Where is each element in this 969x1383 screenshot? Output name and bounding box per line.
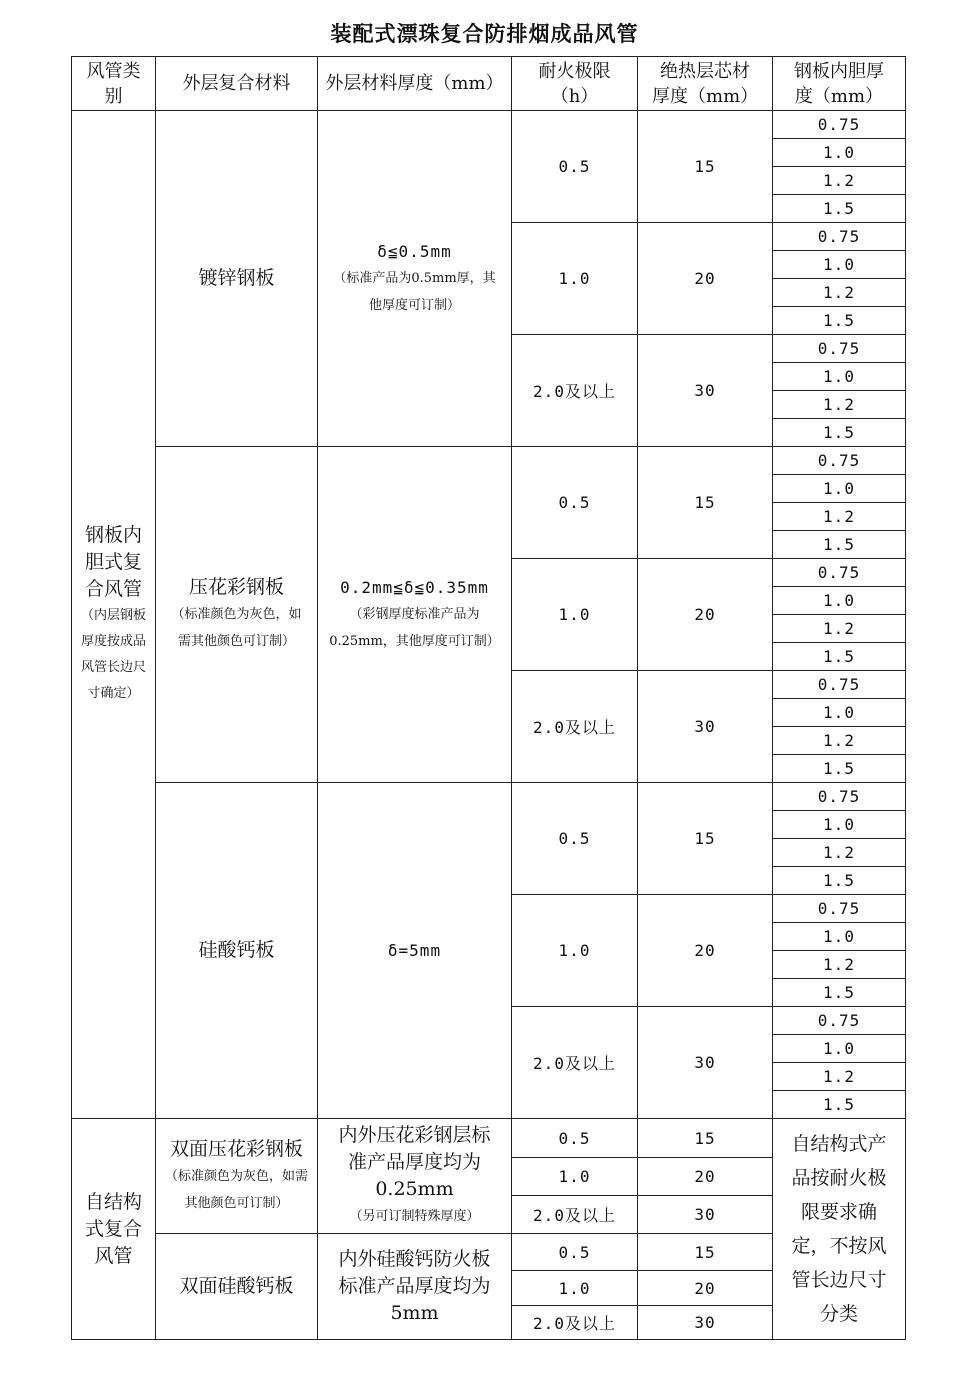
fire-limit-cell: 2.0及以上 xyxy=(512,1306,638,1340)
liner-value: 0.75 xyxy=(773,447,905,475)
liner-cell xyxy=(773,335,906,447)
liner-value: 1.0 xyxy=(773,699,905,727)
liner-value: 0.75 xyxy=(773,559,905,587)
table-row xyxy=(72,1119,906,1158)
core-thickness-cell: 30 xyxy=(638,1007,773,1119)
liner-value: 1.0 xyxy=(773,587,905,615)
thickness-cell xyxy=(318,111,512,447)
fire-limit-cell: 0.5 xyxy=(512,783,638,895)
thickness-cell xyxy=(318,783,512,1119)
header-material: 外层复合材料 xyxy=(156,57,318,111)
header-category: 风管类别 xyxy=(72,57,156,111)
liner-value: 0.75 xyxy=(773,671,905,699)
liner-list xyxy=(773,111,905,222)
thickness-note: （另可订制特殊厚度） xyxy=(349,1209,480,1224)
core-thickness-cell: 30 xyxy=(638,1306,773,1340)
thickness-cell xyxy=(318,447,512,783)
liner-value: 0.75 xyxy=(773,223,905,251)
liner-value: 1.5 xyxy=(823,311,855,330)
table-row xyxy=(72,783,906,895)
liner-value: 1.2 xyxy=(773,391,905,419)
liner-value: 1.0 xyxy=(773,251,905,279)
liner-value: 1.0 xyxy=(773,811,905,839)
core-thickness-cell: 20 xyxy=(638,1271,773,1306)
thickness-value: δ≦0.5mm xyxy=(377,242,452,261)
liner-cell xyxy=(773,447,906,559)
core-thickness-cell: 15 xyxy=(638,447,773,559)
fire-limit-cell: 2.0及以上 xyxy=(512,335,638,447)
liner-value: 0.75 xyxy=(773,335,905,363)
material-name: 镀锌钢板 xyxy=(198,267,275,289)
liner-value: 1.5 xyxy=(823,535,855,554)
fire-limit-cell: 2.0及以上 xyxy=(512,1196,638,1234)
liner-cell xyxy=(773,1007,906,1119)
liner-cell xyxy=(773,111,906,223)
thickness-cell xyxy=(318,1119,512,1234)
liner-list xyxy=(773,671,905,782)
liner-value: 1.5 xyxy=(823,759,855,778)
liner-cell xyxy=(773,783,906,895)
liner-value: 1.0 xyxy=(773,475,905,503)
header-thickness: 外层材料厚度（mm） xyxy=(318,57,512,111)
material-cell xyxy=(156,783,318,1119)
category-label: 自结构式复合风管 xyxy=(84,1190,142,1267)
core-thickness-cell: 20 xyxy=(638,1158,773,1196)
core-thickness-cell: 20 xyxy=(638,223,773,335)
material-note: （标准颜色为灰色，如需其他颜色可订制） xyxy=(171,607,302,649)
material-cell xyxy=(156,447,318,783)
fire-limit-cell: 1.0 xyxy=(512,895,638,1007)
liner-value: 1.0 xyxy=(773,923,905,951)
liner-value: 1.0 xyxy=(773,363,905,391)
liner-value: 1.5 xyxy=(823,871,855,890)
thickness-cell xyxy=(318,1234,512,1340)
thickness-note: （标准产品为0.5mm厚，其他厚度可订制） xyxy=(333,271,496,313)
duct-spec-table xyxy=(71,56,906,1340)
core-thickness-cell: 30 xyxy=(638,671,773,783)
material-cell xyxy=(156,111,318,447)
material-cell xyxy=(156,1119,318,1234)
category-label: 钢板内胆式复合风管 xyxy=(84,524,142,600)
liner-list xyxy=(773,559,905,670)
material-cell xyxy=(156,1234,318,1340)
header-core: 绝热层芯材厚度（mm） xyxy=(638,57,773,111)
fire-limit-cell: 0.5 xyxy=(512,447,638,559)
liner-cell xyxy=(773,671,906,783)
table-row xyxy=(72,447,906,559)
liner-note: 自结构式产品按耐火极限要求确定，不按风管长边尺寸分类 xyxy=(791,1133,887,1325)
page-title: 装配式漂珠复合防排烟成品风管 xyxy=(330,21,639,46)
liner-value: 1.2 xyxy=(773,1063,905,1091)
liner-list xyxy=(773,447,905,558)
liner-value: 1.5 xyxy=(823,647,855,666)
category-cell xyxy=(72,111,156,1119)
liner-value: 1.2 xyxy=(773,279,905,307)
liner-value: 0.75 xyxy=(773,895,905,923)
liner-value: 0.75 xyxy=(773,783,905,811)
fire-limit-cell: 1.0 xyxy=(512,223,638,335)
category-note: （内层钢板厚度按成品风管长边尺寸确定） xyxy=(80,608,146,701)
liner-value: 1.0 xyxy=(773,139,905,167)
core-thickness-cell: 20 xyxy=(638,895,773,1007)
liner-value: 1.2 xyxy=(773,167,905,195)
category-cell xyxy=(72,1119,156,1340)
fire-limit-cell: 1.0 xyxy=(512,1271,638,1306)
liner-note-cell xyxy=(773,1119,906,1340)
core-thickness-cell: 30 xyxy=(638,1196,773,1234)
liner-cell xyxy=(773,559,906,671)
fire-limit-cell: 0.5 xyxy=(512,1234,638,1271)
material-note: （标准颜色为灰色，如需其他颜色可订制） xyxy=(164,1168,308,1211)
fire-limit-cell: 0.5 xyxy=(512,111,638,223)
material-name: 双面压花彩钢板 xyxy=(169,1137,303,1160)
liner-list xyxy=(773,783,905,894)
fire-limit-cell: 1.0 xyxy=(512,559,638,671)
liner-value: 1.2 xyxy=(773,615,905,643)
liner-value: 1.0 xyxy=(773,1035,905,1063)
liner-value: 1.2 xyxy=(773,727,905,755)
liner-cell xyxy=(773,895,906,1007)
table-row xyxy=(72,111,906,223)
fire-limit-cell: 1.0 xyxy=(512,1158,638,1196)
core-thickness-cell: 15 xyxy=(638,1234,773,1271)
fire-limit-cell: 2.0及以上 xyxy=(512,1007,638,1119)
core-thickness-cell: 15 xyxy=(638,111,773,223)
thickness-value: 内外硅酸钙防火板标准产品厚度均为5mm xyxy=(338,1248,491,1324)
core-thickness-cell: 20 xyxy=(638,559,773,671)
core-thickness-cell: 15 xyxy=(638,1119,773,1158)
liner-list xyxy=(773,895,905,1006)
fire-limit-cell: 2.0及以上 xyxy=(512,671,638,783)
liner-list xyxy=(773,223,905,334)
thickness-value: 0.2mm≦δ≦0.35mm xyxy=(340,578,489,597)
liner-value: 1.5 xyxy=(823,983,855,1002)
header-liner: 钢板内胆厚度（mm） xyxy=(773,57,906,111)
thickness-note: （彩钢厚度标准产品为0.25mm，其他厚度可订制） xyxy=(329,607,500,649)
liner-value: 1.5 xyxy=(823,423,855,442)
liner-value: 0.75 xyxy=(773,1007,905,1035)
material-name: 硅酸钙板 xyxy=(198,939,275,961)
thickness-value: δ=5mm xyxy=(387,941,442,960)
core-thickness-cell: 15 xyxy=(638,783,773,895)
core-thickness-cell: 30 xyxy=(638,335,773,447)
liner-cell xyxy=(773,223,906,335)
material-name: 双面硅酸钙板 xyxy=(179,1275,294,1297)
liner-value: 1.5 xyxy=(823,1095,855,1114)
liner-value: 0.75 xyxy=(773,111,905,139)
liner-list xyxy=(773,335,905,446)
liner-list xyxy=(773,1007,905,1118)
liner-value: 1.5 xyxy=(823,199,855,218)
fire-limit-cell: 0.5 xyxy=(512,1119,638,1158)
thickness-value: 内外压花彩钢层标准产品厚度均为0.25mm xyxy=(338,1124,491,1200)
header-fire-limit: 耐火极限（h） xyxy=(512,57,638,111)
liner-value: 1.2 xyxy=(773,839,905,867)
material-name: 压花彩钢板 xyxy=(188,576,284,598)
liner-value: 1.2 xyxy=(773,503,905,531)
liner-value: 1.2 xyxy=(773,951,905,979)
